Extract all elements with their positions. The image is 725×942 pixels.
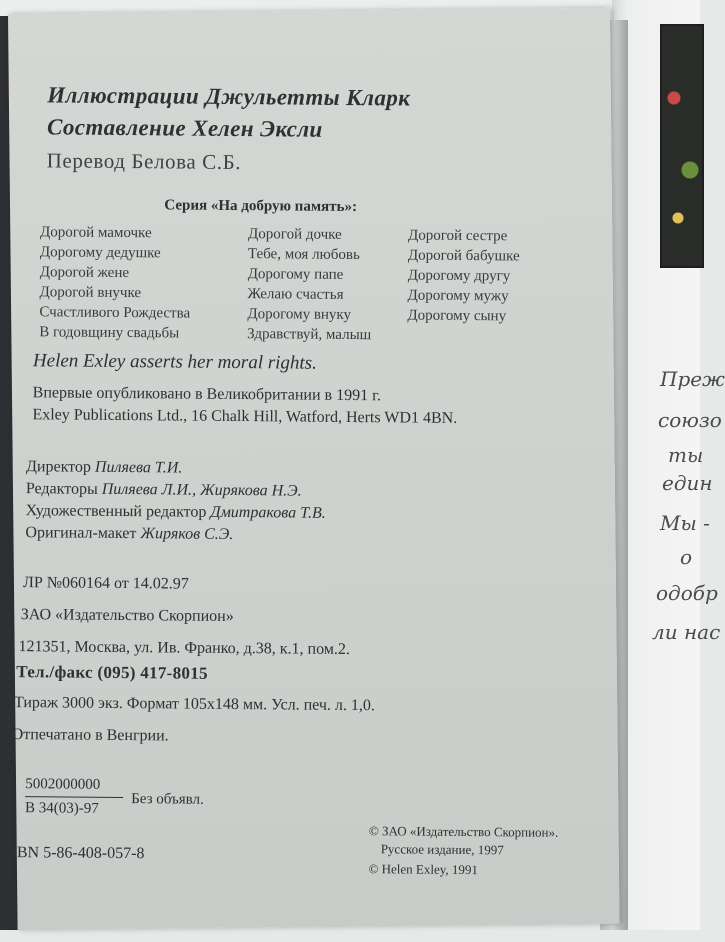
series-item: Дорогой внучке [39, 284, 142, 302]
right-page-text: о [680, 545, 693, 569]
series-item: Дорогому папе [247, 266, 344, 283]
code-letter: Б [7, 790, 16, 807]
layout-line [25, 524, 233, 544]
art-editor-label: Художественный редактор [25, 502, 207, 521]
layout-label: Оригинал-макет [25, 524, 137, 543]
series-title: Серия «На добрую память»: [164, 197, 358, 216]
series-item: Дорогому мужу [407, 287, 509, 305]
copyright-line: © Helen Exley, 1991 [368, 861, 479, 878]
director-label: Директор [25, 458, 92, 476]
moral-rights-statement: Helen Exley asserts her moral rights. [32, 350, 317, 374]
series-item: Дорогой дочке [248, 226, 342, 243]
phone-fax: Тел./факс (095) 417-8015 [16, 662, 208, 683]
series-item: Дорогой бабушке [407, 247, 520, 265]
compilation-credit: Составление Хелен Эксли [46, 114, 323, 142]
right-page-text: одобр [656, 581, 718, 605]
code-fraction-line [25, 796, 123, 798]
director-line [26, 458, 182, 477]
series-item: В годовщину свадьбы [39, 324, 180, 342]
imprint-page [2, 8, 620, 930]
translation-credit: Перевод Белова С.Б. [46, 148, 242, 175]
first-published-line: Впервые опубликовано в Великобритании в 1991 г. [32, 384, 381, 405]
series-item: Дорогому сыну [407, 307, 507, 325]
right-page-text: Преж [660, 367, 725, 391]
code-numerator: 5002000000 [25, 776, 101, 793]
print-run: Тираж 3000 экз. Формат 105х148 мм. Усл. печ. л. 1,0. [13, 694, 376, 715]
layout-name: Жиряков С.Э. [140, 525, 234, 543]
series-item: Тебе, моя любовь [247, 246, 360, 264]
editors-names: Пиляева Л.И., Жирякова Н.Э. [101, 480, 302, 500]
code-denominator: В 34(03)-97 [25, 800, 99, 817]
editors-label: Редакторы [25, 480, 98, 498]
series-item: Дорогому другу [407, 267, 511, 285]
editors-line [26, 480, 302, 500]
printed-in: Отпечатано в Венгрии. [11, 726, 169, 745]
right-page-text: ты [668, 443, 704, 467]
license-number: ЛР №060164 от 14.02.97 [22, 574, 189, 593]
art-editor-line [26, 502, 326, 523]
series-item: Дорогому внуку [247, 306, 352, 324]
right-page-illustration [660, 24, 704, 268]
series-item: Дорогому дедушке [39, 244, 161, 262]
right-page-text: союзо [658, 408, 722, 432]
series-item: Счастливого Рождества [39, 304, 191, 322]
series-item: Желаю счастья [247, 286, 344, 303]
right-page-text: ли нас [652, 620, 721, 644]
art-editor-name: Дмитракова Т.В. [210, 503, 326, 522]
right-page-text: Мы - [660, 511, 710, 535]
series-item: Дорогой жене [39, 264, 130, 282]
series-item: Здравствуй, малыш [247, 326, 372, 344]
right-page-text: един [662, 471, 713, 495]
copyright-line: © ЗАО «Издательство Скорпион». [368, 823, 559, 840]
copyright-line: Русское издание, 1997 [380, 841, 504, 858]
isbn: ISBN 5-86-408-057-8 [2, 843, 145, 863]
code-note: Без объявл. [131, 791, 204, 808]
director-name: Пиляева Т.И. [94, 458, 183, 477]
series-item: Дорогой сестре [408, 227, 508, 245]
publisher-address-line: Exley Publications Ltd., 16 Chalk Hill, Watford, Herts WD1 4BN. [32, 406, 458, 427]
publisher-name: ЗАО «Издательство Скорпион» [20, 606, 234, 625]
illustrations-credit: Иллюстрации Джульетты Кларк [47, 82, 411, 111]
series-item: Дорогой мамочке [40, 224, 152, 242]
publisher-address: 121351, Москва, ул. Ив. Франко, д.38, к.1, пом.2. [18, 638, 351, 659]
